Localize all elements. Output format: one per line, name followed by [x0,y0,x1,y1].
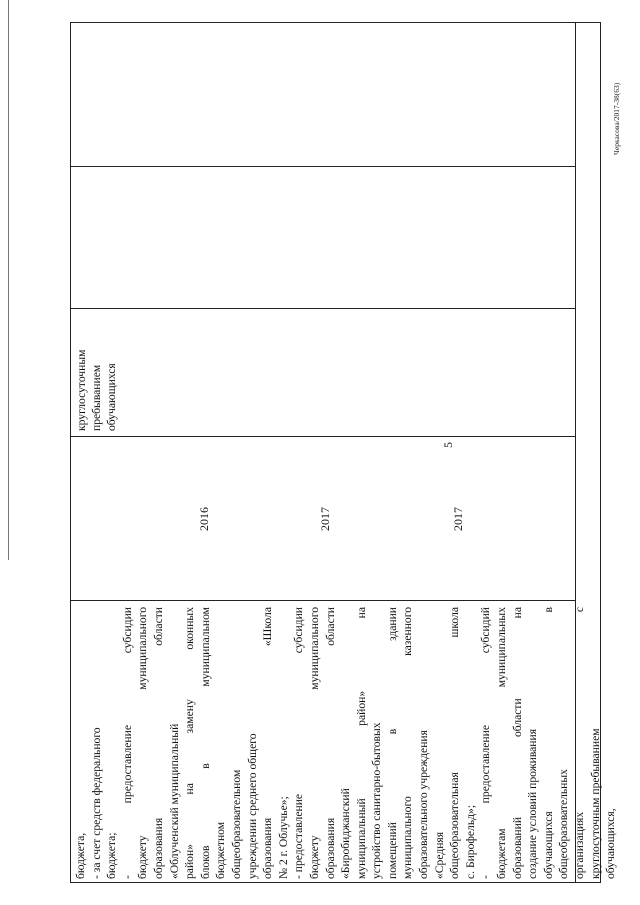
description-word: в [385,728,399,735]
description-word: - [120,875,134,879]
margin-rule [8,0,9,560]
description-line [291,607,307,879]
description-word: бюджетам [495,828,509,879]
description-word: район» [183,844,197,879]
description-word: казенного [401,607,415,656]
description-line [229,607,245,879]
description-word: бюджету [136,835,150,879]
year-cell [70,437,575,601]
description-word: области [323,607,337,646]
year-value: 2017 [451,507,465,531]
description-word: образования [323,817,337,879]
description-word: бюджетном [214,821,228,879]
description-word: бюджета, [74,832,87,879]
description-line [89,607,105,879]
description-line [198,607,214,879]
empty-cell [70,23,575,167]
description-word: предоставление [479,725,493,804]
description-line [276,607,292,879]
description-line [323,607,339,879]
description-line [245,607,261,879]
description-line [182,607,198,879]
footer-stamp: Черкасова/2017-38(63) [612,82,621,155]
description-word: в [198,763,212,769]
text-line: круглосуточным [75,349,88,431]
year-value: 2017 [318,507,332,531]
description-line [104,607,120,879]
description-word: на [183,783,197,795]
description-line [354,607,370,879]
description-word: муниципальных [495,607,509,688]
description-word: муниципальный [354,798,368,879]
description-word: - предоставление [292,793,306,879]
description-line [556,607,572,879]
description-word: муниципальном [198,607,212,687]
year-value: 2016 [197,507,211,531]
description-line [603,607,619,879]
description-word: здании [385,607,399,642]
description-line [510,607,526,879]
description-word: создание условий проживания [526,728,540,879]
description-line [151,607,167,879]
description-word: бюджета; [105,832,119,879]
page-number: 5 [441,442,455,448]
description-word: субсидии [292,607,306,654]
description-word: образовательного учреждения [417,730,431,879]
description-line [213,607,229,879]
description-word: с. Бирофельд»; [463,804,477,879]
description-line [260,607,276,879]
description-word: предоставление [120,725,134,804]
description-word: помещений [385,822,399,879]
description-line [369,607,385,879]
continued-text-cell [70,309,575,437]
description-line [416,607,432,879]
description-line [307,607,323,879]
description-word: район» [354,690,368,726]
description-word: учреждении среднего общего [245,733,259,879]
description-line [541,607,557,879]
description-word: бюджету [307,835,321,879]
description-word: образования [151,817,165,879]
description-word: школа [448,607,462,638]
description-word: субсидии [120,607,134,654]
description-word: устройство санитарно-бытовых [370,722,384,879]
description-line [400,607,416,879]
description-word: образования [261,817,275,879]
bottom-empty-row [575,23,600,883]
description-word: «Облученский муниципальный [167,723,181,879]
description-word: в [541,607,555,613]
description-word: - за счет средств федерального [89,727,103,879]
description-word: «Средняя [432,831,446,879]
description-word: организациях [573,811,586,879]
description-line [385,607,401,879]
description-word: обучающихся [541,811,555,879]
description-word: общеобразовательном [229,769,243,879]
description-line [478,607,494,879]
text-line: пребыванием [90,364,103,431]
description-line [338,607,354,879]
description-word: образований [510,816,524,879]
description-line [494,607,510,879]
description-word: области [151,607,165,646]
description-line [463,607,479,879]
description-word: «Школа [261,607,275,647]
description-line [167,607,183,879]
description-word: общеобразовательных [557,769,571,879]
description-word: № 2 г. Облучье»; [276,796,290,879]
description-word: муниципального [307,607,321,690]
description-word: на [354,607,368,619]
description-word: оконных [183,607,197,650]
description-line [447,607,463,879]
description-line [73,607,89,879]
description-cell [70,601,618,883]
description-word: обучающихся, [604,808,618,879]
description-word: круглосуточным пребыванием [588,728,602,879]
description-word: субсидий [479,607,493,654]
description-word: муниципального [136,607,150,690]
description-word: общеобразовательная [448,772,462,879]
description-word: блоков [198,845,212,879]
description-word: области [510,698,524,738]
text-line: обучающихся [105,363,118,431]
description-line [525,607,541,879]
description-word: на [510,607,524,619]
description-word: муниципального [401,796,415,879]
description-line [432,607,448,879]
description-line [135,607,151,879]
description-word: - [479,875,493,879]
description-word: «Биробиджанский [339,788,353,879]
description-line [120,607,136,879]
empty-cell [70,167,575,309]
description-word: замену [183,699,197,734]
description-word: с [573,607,586,613]
